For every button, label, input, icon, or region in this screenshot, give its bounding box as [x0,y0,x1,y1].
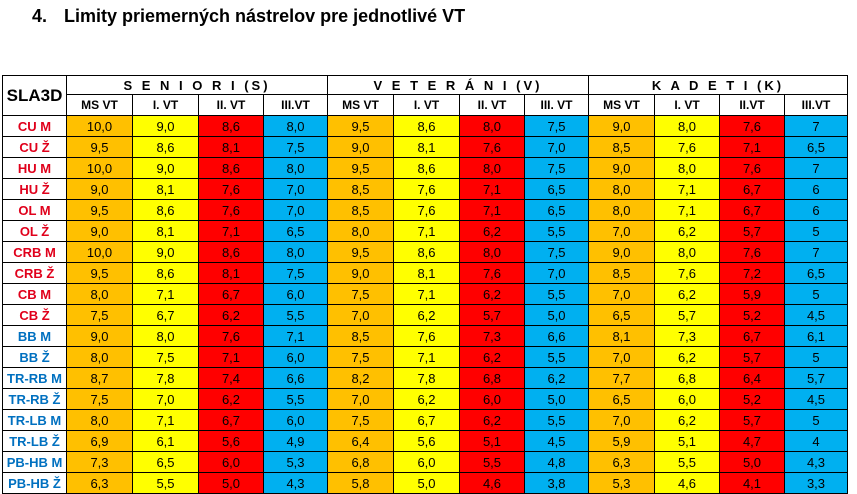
value-cell: 8,0 [264,116,328,137]
value-cell: 5 [785,410,848,431]
value-cell: 8,1 [589,326,655,347]
value-cell: 7,5 [328,410,394,431]
value-cell: 7 [785,116,848,137]
value-cell: 8,0 [655,158,720,179]
row-label: TR-RB M [3,368,67,389]
value-cell: 8,1 [394,263,460,284]
section-heading [32,6,465,27]
table-row [3,137,848,158]
value-cell: 7,3 [67,452,133,473]
value-cell: 5,5 [460,452,525,473]
value-cell: 5,5 [133,473,199,494]
value-cell: 9,0 [67,179,133,200]
table-row [3,242,848,263]
value-cell: 7,1 [655,179,720,200]
group-header-kadeti: K A D E T I (K) [589,76,848,95]
value-cell: 6,0 [264,347,328,368]
value-cell: 5,1 [655,431,720,452]
value-cell: 7,0 [589,410,655,431]
value-cell: 7,1 [460,179,525,200]
sub-header: III. VT [525,95,589,116]
value-cell: 7,1 [199,347,264,368]
value-cell: 7,5 [525,242,589,263]
value-cell: 9,5 [328,242,394,263]
row-label: BB M [3,326,67,347]
table-row [3,158,848,179]
value-cell: 5,2 [720,305,785,326]
value-cell: 9,0 [589,158,655,179]
value-cell: 6,3 [589,452,655,473]
sub-header: I. VT [394,95,460,116]
value-cell: 10,0 [67,242,133,263]
table-row [3,116,848,137]
value-cell: 7,0 [264,179,328,200]
value-cell: 6,2 [460,221,525,242]
value-cell: 10,0 [67,158,133,179]
value-cell: 8,2 [328,368,394,389]
value-cell: 8,0 [133,326,199,347]
value-cell: 6,5 [785,137,848,158]
value-cell: 6,5 [264,221,328,242]
row-label: PB-HB M [3,452,67,473]
value-cell: 7,6 [394,200,460,221]
value-cell: 7,0 [264,200,328,221]
sub-header: MS VT [67,95,133,116]
value-cell: 8,1 [394,137,460,158]
row-label: OL M [3,200,67,221]
value-cell: 7,0 [133,389,199,410]
row-label: CU Ž [3,137,67,158]
value-cell: 10,0 [67,116,133,137]
value-cell: 5,9 [720,284,785,305]
value-cell: 5,5 [525,221,589,242]
value-cell: 7,0 [328,305,394,326]
row-label: CRB M [3,242,67,263]
value-cell: 8,5 [328,179,394,200]
row-label: HU M [3,158,67,179]
value-cell: 8,0 [67,347,133,368]
value-cell: 5,7 [720,347,785,368]
value-cell: 5,5 [264,389,328,410]
value-cell: 9,5 [328,116,394,137]
value-cell: 6,0 [655,389,720,410]
value-cell: 4,5 [785,305,848,326]
sub-header: I. VT [655,95,720,116]
value-cell: 8,6 [199,158,264,179]
table-row [3,263,848,284]
value-cell: 8,6 [394,116,460,137]
value-cell: 6 [785,179,848,200]
table-row [3,200,848,221]
value-cell: 8,1 [133,179,199,200]
value-cell: 7,1 [394,284,460,305]
limits-table [2,75,848,494]
value-cell: 7,1 [394,221,460,242]
value-cell: 5,9 [589,431,655,452]
value-cell: 8,0 [655,242,720,263]
value-cell: 6,2 [655,347,720,368]
row-label: OL Ž [3,221,67,242]
row-label: PB-HB Ž [3,473,67,494]
value-cell: 7,5 [328,347,394,368]
value-cell: 7,6 [720,158,785,179]
value-cell: 7,4 [199,368,264,389]
value-cell: 6,1 [785,326,848,347]
section-title: Limity priemerných nástrelov pre jednotlivé VT [64,6,466,26]
value-cell: 6,0 [264,410,328,431]
value-cell: 7 [785,242,848,263]
value-cell: 5,0 [199,473,264,494]
value-cell: 6,5 [525,200,589,221]
value-cell: 5,8 [328,473,394,494]
value-cell: 5,7 [460,305,525,326]
sub-header: II.VT [720,95,785,116]
value-cell: 5,1 [460,431,525,452]
row-label: BB Ž [3,347,67,368]
sub-header: III.VT [785,95,848,116]
value-cell: 7,0 [589,284,655,305]
value-cell: 7,5 [264,137,328,158]
value-cell: 4,6 [460,473,525,494]
value-cell: 9,0 [133,242,199,263]
value-cell: 8,6 [133,263,199,284]
value-cell: 6,7 [720,200,785,221]
value-cell: 8,6 [133,137,199,158]
sub-header: I. VT [133,95,199,116]
sub-header: II. VT [199,95,264,116]
row-label: CRB Ž [3,263,67,284]
value-cell: 9,5 [328,158,394,179]
table-row [3,284,848,305]
value-cell: 4,3 [785,452,848,473]
row-label: HU Ž [3,179,67,200]
value-cell: 7,6 [460,137,525,158]
value-cell: 5,7 [720,221,785,242]
value-cell: 6,0 [394,452,460,473]
table-row [3,326,848,347]
table-row [3,431,848,452]
value-cell: 6,2 [460,347,525,368]
value-cell: 9,0 [328,137,394,158]
value-cell: 8,0 [460,242,525,263]
value-cell: 4,6 [655,473,720,494]
value-cell: 4,7 [720,431,785,452]
value-cell: 6,9 [67,431,133,452]
value-cell: 8,0 [589,179,655,200]
table-row [3,452,848,473]
value-cell: 7,1 [655,200,720,221]
table-row [3,410,848,431]
value-cell: 7,0 [525,263,589,284]
value-cell: 6,2 [460,284,525,305]
value-cell: 6 [785,200,848,221]
value-cell: 8,0 [460,116,525,137]
value-cell: 6,2 [199,305,264,326]
value-cell: 8,0 [655,116,720,137]
value-cell: 7,6 [655,263,720,284]
value-cell: 7,8 [133,368,199,389]
value-cell: 8,7 [67,368,133,389]
value-cell: 4 [785,431,848,452]
value-cell: 7,0 [328,389,394,410]
table-row [3,221,848,242]
value-cell: 7,5 [133,347,199,368]
value-cell: 3,3 [785,473,848,494]
value-cell: 7,3 [655,326,720,347]
value-cell: 6,2 [394,389,460,410]
value-cell: 8,0 [264,158,328,179]
value-cell: 6,7 [133,305,199,326]
value-cell: 5,5 [525,284,589,305]
group-header-seniori: S E N I O R I (S) [67,76,328,95]
value-cell: 6,2 [655,410,720,431]
value-cell: 8,6 [394,158,460,179]
value-cell: 5,5 [525,347,589,368]
value-cell: 6,0 [264,284,328,305]
value-cell: 6,7 [199,284,264,305]
value-cell: 7,0 [525,137,589,158]
value-cell: 6,7 [720,179,785,200]
value-cell: 6,7 [199,410,264,431]
value-cell: 7,5 [525,158,589,179]
corner-header: SLA3D [3,76,67,116]
value-cell: 5,5 [525,410,589,431]
value-cell: 8,5 [589,137,655,158]
value-cell: 9,0 [133,116,199,137]
value-cell: 6,7 [394,410,460,431]
value-cell: 6,1 [133,431,199,452]
value-cell: 7,5 [67,389,133,410]
value-cell: 5,0 [720,452,785,473]
value-cell: 9,0 [67,326,133,347]
value-cell: 5,0 [525,305,589,326]
value-cell: 7,1 [720,137,785,158]
value-cell: 9,0 [589,242,655,263]
group-header-veterani: V E T E R Á N I (V) [328,76,589,95]
value-cell: 9,5 [67,263,133,284]
value-cell: 7,6 [199,200,264,221]
table-row [3,368,848,389]
value-cell: 7,6 [655,137,720,158]
value-cell: 8,6 [199,116,264,137]
table-row [3,179,848,200]
value-cell: 7,6 [720,242,785,263]
value-cell: 7,1 [264,326,328,347]
value-cell: 4,5 [785,389,848,410]
value-cell: 6,6 [525,326,589,347]
value-cell: 7,5 [67,305,133,326]
value-cell: 7,1 [394,347,460,368]
value-cell: 5,5 [655,452,720,473]
value-cell: 6,0 [199,452,264,473]
value-cell: 5,6 [394,431,460,452]
value-cell: 5,7 [655,305,720,326]
value-cell: 4,5 [525,431,589,452]
value-cell: 6,4 [720,368,785,389]
sub-header: MS VT [589,95,655,116]
value-cell: 8,1 [199,137,264,158]
section-number: 4. [32,6,48,26]
value-cell: 5,7 [720,410,785,431]
value-cell: 9,0 [328,263,394,284]
value-cell: 8,0 [67,410,133,431]
value-cell: 8,1 [133,221,199,242]
value-cell: 8,0 [328,221,394,242]
value-cell: 5 [785,284,848,305]
value-cell: 6,5 [589,389,655,410]
value-cell: 6,5 [525,179,589,200]
row-label: TR-LB M [3,410,67,431]
value-cell: 6,8 [460,368,525,389]
value-cell: 5,7 [785,368,848,389]
row-label: CB Ž [3,305,67,326]
value-cell: 6,2 [460,410,525,431]
row-label: TR-LB Ž [3,431,67,452]
value-cell: 6,2 [199,389,264,410]
value-cell: 7,0 [589,221,655,242]
value-cell: 7,6 [199,326,264,347]
value-cell: 9,5 [67,137,133,158]
value-cell: 6,5 [589,305,655,326]
value-cell: 8,0 [460,158,525,179]
value-cell: 7,6 [394,326,460,347]
value-cell: 7,0 [589,347,655,368]
value-cell: 6,6 [264,368,328,389]
value-cell: 7,3 [460,326,525,347]
table-row [3,473,848,494]
sub-header: III.VT [264,95,328,116]
value-cell: 5,5 [264,305,328,326]
value-cell: 8,5 [589,263,655,284]
value-cell: 5,0 [394,473,460,494]
value-cell: 6,3 [67,473,133,494]
table-row [3,305,848,326]
value-cell: 7,5 [525,116,589,137]
value-cell: 8,5 [328,200,394,221]
value-cell: 6,2 [655,221,720,242]
value-cell: 4,3 [264,473,328,494]
value-cell: 8,6 [394,242,460,263]
value-cell: 5 [785,221,848,242]
value-cell: 5,3 [589,473,655,494]
row-label: CU M [3,116,67,137]
value-cell: 8,0 [67,284,133,305]
value-cell: 6,5 [785,263,848,284]
value-cell: 4,1 [720,473,785,494]
value-cell: 6,2 [525,368,589,389]
value-cell: 7,6 [394,179,460,200]
table-row [3,347,848,368]
value-cell: 6,7 [720,326,785,347]
value-cell: 7,1 [133,410,199,431]
value-cell: 9,0 [133,158,199,179]
value-cell: 7,6 [720,116,785,137]
value-cell: 8,1 [199,263,264,284]
value-cell: 6,0 [460,389,525,410]
sub-header: MS VT [328,95,394,116]
value-cell: 7,2 [720,263,785,284]
value-cell: 9,5 [67,200,133,221]
row-label: TR-RB Ž [3,389,67,410]
value-cell: 4,9 [264,431,328,452]
value-cell: 8,6 [199,242,264,263]
value-cell: 7,6 [460,263,525,284]
value-cell: 8,6 [133,200,199,221]
value-cell: 4,8 [525,452,589,473]
value-cell: 5,6 [199,431,264,452]
value-cell: 6,8 [655,368,720,389]
value-cell: 7,1 [199,221,264,242]
sub-header: II. VT [460,95,525,116]
value-cell: 7,6 [199,179,264,200]
table-row [3,389,848,410]
value-cell: 5,3 [264,452,328,473]
value-cell: 6,8 [328,452,394,473]
value-cell: 3,8 [525,473,589,494]
value-cell: 9,0 [589,116,655,137]
value-cell: 6,2 [394,305,460,326]
value-cell: 8,5 [328,326,394,347]
value-cell: 5 [785,347,848,368]
value-cell: 5,2 [720,389,785,410]
value-cell: 6,5 [133,452,199,473]
value-cell: 5,0 [525,389,589,410]
value-cell: 7,1 [133,284,199,305]
row-label: CB M [3,284,67,305]
value-cell: 6,4 [328,431,394,452]
value-cell: 7,1 [460,200,525,221]
value-cell: 9,0 [67,221,133,242]
value-cell: 7 [785,158,848,179]
value-cell: 6,2 [655,284,720,305]
value-cell: 7,7 [589,368,655,389]
value-cell: 7,5 [328,284,394,305]
value-cell: 8,0 [264,242,328,263]
value-cell: 8,0 [589,200,655,221]
value-cell: 7,8 [394,368,460,389]
value-cell: 7,5 [264,263,328,284]
